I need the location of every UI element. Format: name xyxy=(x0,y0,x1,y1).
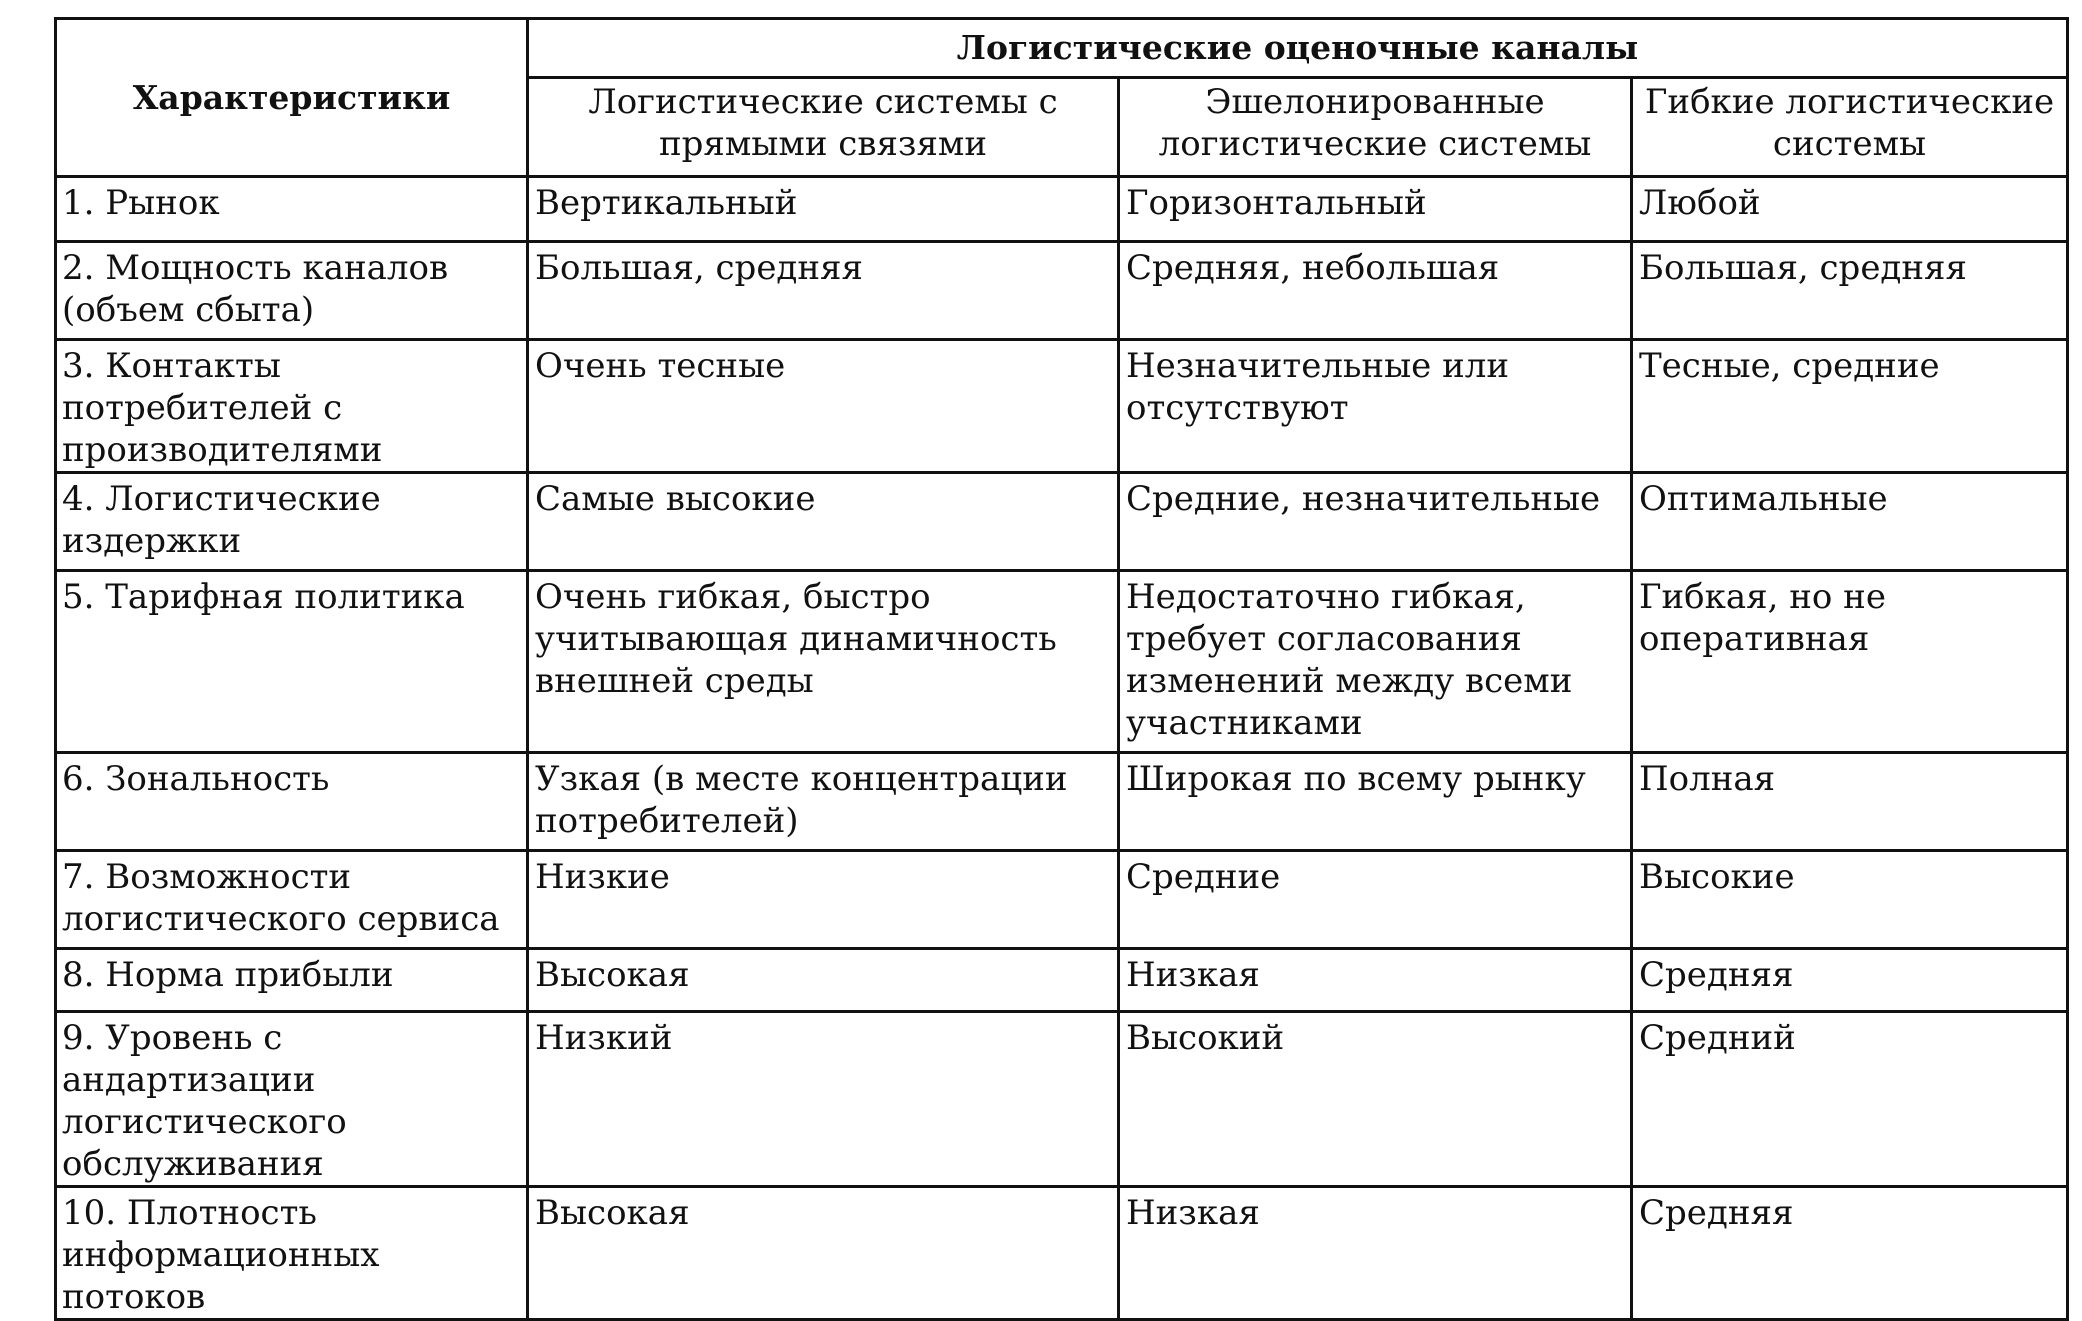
cell-direct: Низкий xyxy=(528,1012,1119,1187)
cell-direct: Вертикальный xyxy=(528,177,1119,242)
cell-echelon: Низкая xyxy=(1119,949,1632,1012)
cell-echelon: Широкая по всему рынку xyxy=(1119,753,1632,851)
row-label: 9. Уровень с андартизации логистического обслуживания xyxy=(56,1012,528,1187)
cell-flexible: Высокие xyxy=(1632,851,2068,949)
row-label: 7. Возможности логистического сервиса xyxy=(56,851,528,949)
cell-flexible: Полная xyxy=(1632,753,2068,851)
header-group-title: Логистические оценочные каналы xyxy=(528,19,2068,78)
cell-flexible: Тесные, средние xyxy=(1632,340,2068,473)
cell-direct: Узкая (в месте концентрации потребителей) xyxy=(528,753,1119,851)
cell-echelon: Горизонтальный xyxy=(1119,177,1632,242)
header-col-flexible: Гибкие логистические системы xyxy=(1632,78,2068,177)
comparison-table xyxy=(54,17,2069,1321)
cell-echelon: Незначительные или отсутствуют xyxy=(1119,340,1632,473)
table-row xyxy=(56,242,2068,340)
table-row xyxy=(56,340,2068,473)
cell-direct: Низкие xyxy=(528,851,1119,949)
cell-flexible: Средний xyxy=(1632,1012,2068,1187)
row-label: 5. Тарифная политика xyxy=(56,571,528,753)
cell-direct: Высокая xyxy=(528,949,1119,1012)
cell-flexible: Средняя xyxy=(1632,1187,2068,1320)
row-label: 10. Плотность информационных потоков xyxy=(56,1187,528,1320)
table-row xyxy=(56,753,2068,851)
cell-echelon: Низкая xyxy=(1119,1187,1632,1320)
row-label: 2. Мощность каналов (объем сбыта) xyxy=(56,242,528,340)
table-row xyxy=(56,1187,2068,1320)
row-label: 1. Рынок xyxy=(56,177,528,242)
header-col-direct: Логистические системы с прямыми связями xyxy=(528,78,1119,177)
table-row xyxy=(56,949,2068,1012)
table-row xyxy=(56,1012,2068,1187)
row-label: 3. Контакты потребителей с производителями xyxy=(56,340,528,473)
cell-direct: Самые высокие xyxy=(528,473,1119,571)
row-label: 6. Зональность xyxy=(56,753,528,851)
cell-direct: Очень гибкая, быстро учитывающая динамичность внешней среды xyxy=(528,571,1119,753)
cell-direct: Высокая xyxy=(528,1187,1119,1320)
cell-echelon: Средние, незначительные xyxy=(1119,473,1632,571)
cell-echelon: Средняя, небольшая xyxy=(1119,242,1632,340)
header-characteristics: Характеристики xyxy=(56,19,528,177)
cell-flexible: Средняя xyxy=(1632,949,2068,1012)
cell-flexible: Любой xyxy=(1632,177,2068,242)
cell-direct: Большая, средняя xyxy=(528,242,1119,340)
cell-flexible: Большая, средняя xyxy=(1632,242,2068,340)
cell-echelon: Средние xyxy=(1119,851,1632,949)
cell-echelon: Недостаточно гибкая, требует согласования изменений между всеми участниками xyxy=(1119,571,1632,753)
table-row xyxy=(56,473,2068,571)
row-label: 8. Норма прибыли xyxy=(56,949,528,1012)
row-label: 4. Логистические издержки xyxy=(56,473,528,571)
table-row xyxy=(56,851,2068,949)
table-row xyxy=(56,177,2068,242)
cell-echelon: Высокий xyxy=(1119,1012,1632,1187)
header-col-echelon: Эшелонированные логистические системы xyxy=(1119,78,1632,177)
cell-flexible: Оптимальные xyxy=(1632,473,2068,571)
table-row xyxy=(56,571,2068,753)
cell-direct: Очень тесные xyxy=(528,340,1119,473)
cell-flexible: Гибкая, но не оперативная xyxy=(1632,571,2068,753)
